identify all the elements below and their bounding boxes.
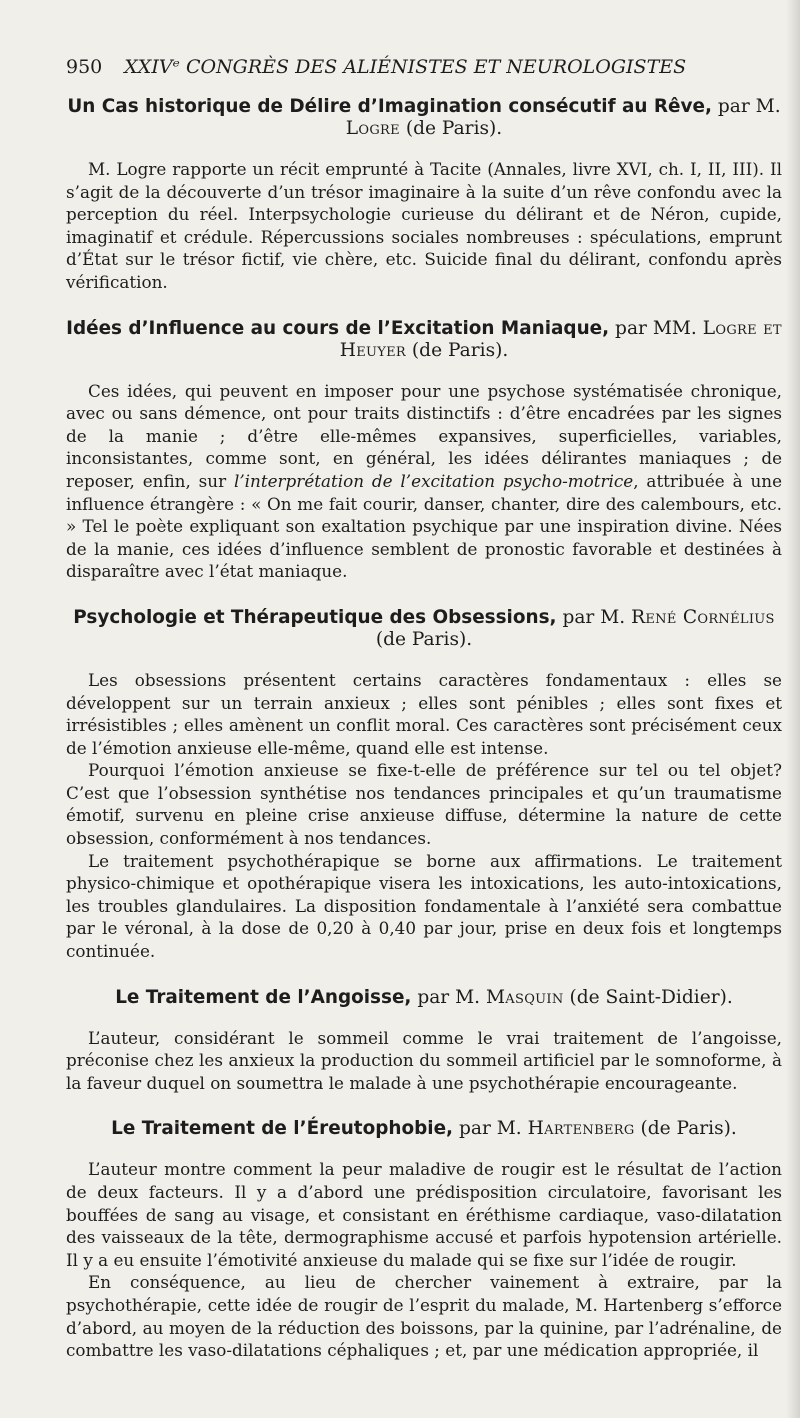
text-run: , attribuée à une influence étrangère : « On me fait courir, danser, chanter, dire des calembours, etc. » Tel le poète expliquant son exaltation psychique par une inspiration divine. Nées de la manie, ces idées d’influence semblent de pronostic favorable et destinées à disparaître avec l’état maniaque.: [66, 470, 783, 582]
page-edge-shadow: [786, 0, 800, 1418]
author-location: (de Paris).: [634, 1118, 737, 1140]
author-name: René Cornélius: [631, 606, 775, 628]
paragraph: L’auteur montre comment la peur maladive de rougir est le résultat de l’action de deux facteurs. Il y a d’abord une prédisposition circulatoire, favorisant les bouffées de sang au visage, et consistant en éréthisme cardiaque, vaso-dilatation des vaisseaux de la tête, dermographisme accusé et parfois hypotension artérielle. Il y a eu ensuite l’émotivité anxieuse du malade qui se fixe sur l’idée de rougir.: [66, 1159, 782, 1270]
author-name: Hartenberg: [527, 1118, 635, 1140]
paragraph: Pourquoi l’émotion anxieuse se fixe-t-elle de préférence sur tel ou tel objet? C’est que l’obsession synthétise nos tendances principales et qu’un traumatisme émotif, survenu en pleine crise anxieuse diffuse, détermine la nature de cette obsession, conformément à nos tendances.: [66, 760, 782, 849]
byline-prefix: par M.: [453, 1118, 528, 1140]
article-idees-influence: [66, 318, 782, 583]
article-heading: [66, 987, 782, 1009]
article-heading: [66, 607, 782, 651]
author-name: Logre: [345, 118, 400, 139]
text-run: Ces idées, qui peuvent en imposer pour une psychose systématisée chronique, avec ou sans démence, ont pour traits distinctifs : d’être encadrées par les signes de la manie ; d’être elle-mêmes expansives, superficielles, variables, inconsistantes, comme sont, en général, les idées délirantes maniaques ; de reposer, enfin, sur: [66, 380, 782, 491]
author-location: (de Paris).: [399, 118, 503, 139]
article-angoisse: [66, 987, 782, 1095]
article-ereutophobie: [66, 1118, 782, 1361]
article-title: Psychologie et Thérapeutique des Obsessions,: [73, 606, 557, 628]
article-title: Le Traitement de l’Angoisse,: [115, 986, 412, 1008]
paragraph: Le traitement psychothérapique se borne aux affirmations. Le traitement physico-chimique et opothérapique visera les intoxications, les auto-intoxications, les troubles glandulaires. La disposition fondamentale à l’anxiété sera combattue par le véronal, à la dose de 0,20 à 0,40 par jour, prise en deux fois et longtemps continuée.: [66, 850, 782, 962]
italic-phrase: l’interprétation de l’excitation psycho-motrice: [233, 470, 634, 491]
article-heading: [66, 96, 782, 140]
running-title: XXIVᵉ CONGRÈS DES ALIÉNISTES ET NEUROLOGISTES: [124, 56, 687, 78]
text-column: [66, 96, 782, 1386]
article-delire-imagination: [66, 96, 782, 294]
author-name: Logre et Heuyer: [339, 317, 782, 361]
byline-prefix: par M.: [556, 606, 632, 628]
running-header: [66, 55, 746, 79]
article-title: Le Traitement de l’Éreutophobie,: [111, 1118, 454, 1140]
paragraph: M. Logre rapporte un récit emprunté à Tacite (Annales, livre XVI, ch. I, II, III). Il s’agit de la découverte d’un trésor imaginaire à la suite d’un rêve confondu avec la perception du réel. Interpsychologie curieuse du délirant et de Néron, cupide, imaginatif et crédule. Répercussions sociales nombreuses : spéculations, emprunt d’État sur le trésor fictif, vie chère, etc. Suicide final du délirant, confondu après vérification.: [66, 159, 782, 292]
author-name: Masquin: [485, 986, 564, 1008]
author-location: (de Paris).: [375, 628, 473, 650]
paragraph: En conséquence, au lieu de chercher vainement à extraire, par la psychothérapie, cette idée de rougir de l’esprit du malade, M. Hartenberg s’efforce d’abord, au moyen de la réduction des boissons, par la quinine, par l’adrénaline, de combattre les vaso-dilatations céphaliques ; et, par une médication appropriée, il: [66, 1272, 782, 1361]
paragraph: L’auteur, considérant le sommeil comme le vrai traitement de l’angoisse, préconise chez les anxieux la production du sommeil artificiel par le somnoforme, à la faveur duquel on soumettra le malade à une psychothérapie encourageante.: [66, 1027, 782, 1093]
paragraph: Les obsessions présentent certains caractères fondamentaux : elles se développent sur un terrain anxieux ; elles sont pénibles ; elles sont fixes et irrésistibles ; elles amènent un conflit moral. Ces caractères sont précisément ceux de l’émotion anxieuse elle-même, quand elle est intense.: [66, 669, 782, 758]
article-title: Un Cas historique de Délire d’Imagination consécutif au Rêve,: [67, 96, 712, 117]
byline-prefix: par M.: [411, 986, 486, 1008]
byline-prefix: par M.: [711, 96, 781, 117]
author-location: (de Saint-Didier).: [563, 986, 733, 1008]
article-heading: [66, 1118, 782, 1140]
byline-prefix: par MM.: [609, 317, 703, 339]
article-obsessions: [66, 607, 782, 963]
page-number: 950: [66, 56, 103, 78]
article-title: Idées d’Influence au cours de l’Excitation Maniaque,: [66, 317, 610, 339]
article-heading: [66, 318, 782, 362]
author-location: (de Paris).: [406, 339, 509, 361]
paragraph: [66, 380, 782, 583]
